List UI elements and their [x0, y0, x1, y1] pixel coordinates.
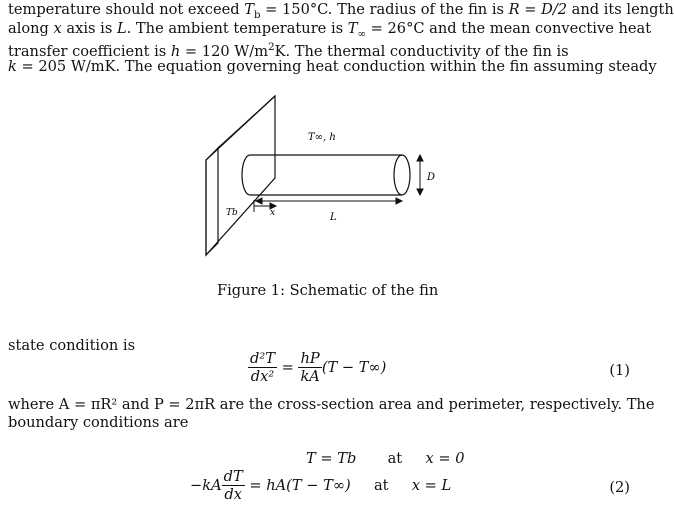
bc2-rhs: = hA(T − T∞): [244, 477, 351, 494]
eq1-rhs-numerator: hP: [298, 350, 321, 368]
text-segment: = 120 W/m: [180, 42, 269, 60]
boundary-condition-1: [306, 450, 465, 467]
paragraph-line-4: [8, 57, 657, 76]
fin-cylinder: [242, 155, 410, 195]
equals-sign: =: [281, 359, 294, 376]
length-arrow: [254, 198, 402, 204]
eq1-lhs-denominator: dx²: [250, 368, 275, 385]
text-segment: K. The thermal conductivity of the fin is: [274, 42, 569, 60]
bc2-prefix: −kA: [190, 477, 222, 494]
bc1-condition: x = 0: [425, 450, 465, 467]
boundary-condition-2: [190, 468, 451, 503]
text-segment: axis is: [61, 20, 117, 37]
bc1-at: at: [387, 450, 403, 467]
math-symbol: h: [170, 42, 181, 60]
equation-1-number: (1): [609, 362, 630, 379]
where-text-line-1: where A = πR² and P = 2πR are the cross-section area and perimeter, respectively. The: [8, 396, 655, 413]
figure-caption: Figure 1: Schematic of the fin: [217, 282, 439, 299]
math-subscript: b: [253, 9, 261, 21]
text-segment: = 205 W/mK. The equation governing heat conduction within the fin assuming steady: [16, 58, 657, 75]
text-segment: and its length: [567, 1, 674, 18]
eq1-lhs-fraction: [248, 350, 277, 385]
text-segment: = 26°C and the mean convective heat: [366, 20, 652, 37]
text-segment: . The ambient temperature is: [126, 20, 348, 37]
diameter-arrow: [417, 155, 423, 195]
state-condition-text: state condition is: [8, 337, 136, 354]
eq1-lhs-numerator: d²T: [250, 350, 275, 367]
equation-1: [248, 350, 386, 385]
where-text-line-2: boundary conditions are: [8, 414, 189, 431]
eq1-rhs-denominator: kA: [300, 368, 320, 385]
math-expression: R = D/2: [508, 1, 568, 18]
text-segment: transfer coefficient is: [8, 42, 171, 60]
fin-schematic-figure: [0, 80, 652, 380]
text-segment: = 150°C. The radius of the fin is: [260, 1, 509, 18]
eq1-tail: (T − T∞): [321, 359, 387, 376]
bc2-numerator: dT: [223, 468, 243, 485]
math-superscript: 2: [268, 42, 275, 53]
math-subscript: ∞: [357, 28, 366, 40]
bc2-denominator: dx: [224, 486, 242, 503]
length-label: L: [330, 212, 337, 223]
math-symbol: T: [347, 20, 358, 37]
x-axis-label: x: [270, 208, 276, 218]
base-temp-label: Tb: [226, 208, 238, 218]
math-symbol: T: [244, 1, 254, 18]
ambient-label: T∞, h: [308, 132, 336, 143]
bc1-lhs: T = Tb: [306, 450, 357, 467]
bc2-at: at: [373, 477, 389, 494]
text-segment: along: [8, 20, 54, 37]
diameter-label: D: [427, 172, 436, 183]
math-symbol: k: [8, 58, 17, 75]
text-segment: temperature should not exceed: [8, 1, 245, 18]
wall-plate: [206, 96, 275, 255]
math-symbol: L: [116, 20, 127, 37]
eq1-rhs-fraction: [298, 350, 321, 385]
equation-2-number: (2): [609, 479, 630, 496]
bc2-condition: x = L: [411, 477, 452, 494]
math-symbol: x: [53, 20, 62, 37]
bc2-fraction: [222, 468, 245, 503]
